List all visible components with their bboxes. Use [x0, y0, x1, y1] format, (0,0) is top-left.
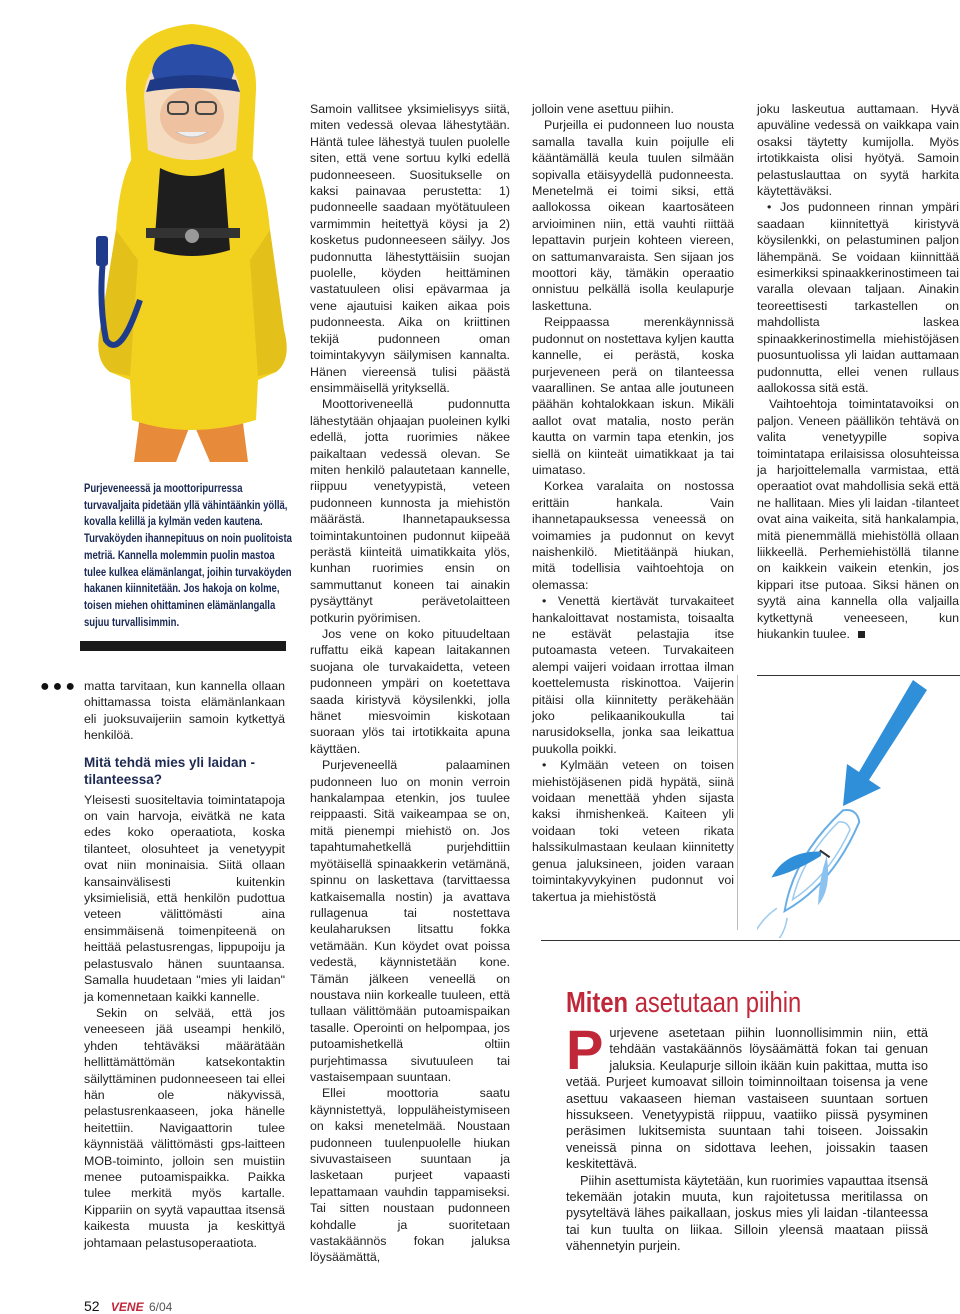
page-footer	[84, 1298, 172, 1314]
column-3	[532, 101, 734, 905]
hove-to-diagram	[757, 676, 960, 938]
box-divider-rule	[541, 940, 960, 941]
box-paragraph-2: Piihin asettumista käytetään, kun ruorimies vapauttaa itsensä tekemään jotakin muuta, kun rajoitetussa meritilassa on pysyteltävä lähes paikallaan, joskus mies yli laidan -tilanteessa tai kun tuulta on liikaa. Silloin yleensä maataan piissä vähennetyin purjein.	[566, 1172, 928, 1254]
issue-number: 6/04	[148, 1300, 173, 1314]
photo-caption: Purjeveneessä ja moottoripurressa turvavaljaita pidetään yllä vähintäänkin yöllä, kovalla kelillä ja kylmän veden kautena. Turvaköyden ihannepituus on noin puolitoista metriä. Kannella molemmin puolin mastoa tulee kulkea elämänlangat, joihin turvaköyden hakanen kiinnitetään. Jos hakoja on kolme, toisen miehen ohittaminen elämänlangalla sujuu turvallisimmin.	[84, 481, 292, 629]
col4-paragraph-2-text: Vaihtoehtoja toimintatavoiksi on paljon. Veneen päällikön tehtävä on valita venetyypille sopiva toimintatapa erilaisissa olosuhteissa ja harjoittelemalla varmistaa, että operaatiot ovat mahdollisia sekä että ne hallitaan. Mies yli laidan -tilanteet ovat aina vaikeita, sitä hankalampia, mitä pienemmällä miehistöllä ollaan liikkeellä. Perhemiehistöllä tilanne on kaikkein vaikein etenkin, jos kippari itse putoaa. Siksi hänen on syytä aina kannella olla valjailla kytkettynä veneeseen, kun hiukankin tuulee.	[757, 397, 959, 641]
column-1	[84, 678, 285, 1251]
col3-paragraph-3: Reippaassa merenkäynnissä pudonnut on nostettava kyljen kautta kannelle, ei perästä, koska purjeveneen perä on tilanteessa vaarallinen. Se antaa alle joutuneen päähän kohtalokkaan iskun. Mikäli aallot ovat matalia, nosto perän kautta on varmin tapa etenkin, jos siellä on kiinteät uimatikkaat ja tai uimataso.	[532, 315, 734, 477]
column-2	[310, 101, 510, 1266]
col3-paragraph-2: Purjeilla ei pudonneen luo nousta samalla tavalla kuin poijulle eli kääntämällä keula tuulen silmään sopivalla etäisyydellä pudonneesta. Menetelmä ei toimi siksi, että aallokossa oikean kaartosäteen arvioiminen niin, että vauhti riittää lepattavin purjein kohteen viereen, on sattumanvaraista. Sen sijaan jos moottori käy, tämäkin operaatio onnistuu pelkällä isolla keulapurje laskettuna.	[532, 118, 734, 313]
col2-paragraph-1: Samoin vallitsee yksimielisyys siitä, miten vedessä olevaa lähestytään. Häntä tulee lähestyä tuulen puolelle siten, että vene sortuu kylki edellä pudonneeseen. Suositukselle on kaksi painavaa perustetta: 1) pudonneelle saadaan myötätuuleen varmimmin heitettyä köysi ja 2) kosketus pudonneeseen säilyy. Jos pudonnutta lähestyttäisiin suojan puolelle, köyden heittäminen vastatuuleen olisi epävarmaa ja vene ajautuisi kaiken aikaa pois pudonneesta. Aika on kriittinen tekijä pudonneen oman toimintakyvyn säilymisen kannalta. Hänen viereensä tulisi päästä ensimmäisellä yrityksellä.	[310, 102, 510, 395]
box-text	[566, 1018, 928, 1255]
column-4	[757, 101, 959, 642]
col1-paragraph-2: Sekin on selvää, että jos veneeseen jää useampi henkilö, yhden tehtäväksi määrätään hellittämättömän katsekontaktin säilyttäminen pudonneeseen tai ellei hän ole näkyvissä, pelastusrenkaaseen, joka hänelle heitettiin. Navigaattorin tulee käynnistää välittömästi gps-laitteen MOB-toiminto, jolloin sen muistiin menee putoamispaikka. Paikka tulee merkitä myös kartalle. Kippariin on syytä vapauttaa itsensä kaikesta muusta ja keskittyä johtamaan pelastusoperaatiota.	[84, 1005, 285, 1250]
col4-paragraph-1: joku laskeutua auttamaan. Hyvä apuväline vedessä on vaikkapa vain osaksi täytetty kumijolla. Myös irtotikkaista olisi hyötyä. Samoin pelastuslauttaa on syytä harkita käytettäväksi.	[757, 102, 959, 199]
box-paragraph-1-text: urjevene asetetaan piihin luonnollisimmin niin, että tehdään vastakäännös löysäämättä fokan tai genuan jaluksia. Keulapurje silloin ikään kuin pakittaa, mutta iso vetää. Purjeet kumoavat silloin toiminnoiltaan toisensa ja vene asettuu vakaaseen hieman vastaiseen suuntaan sortuen hissukseen. Venetyypistä riippuu, vaatiiko piissä pysyminen peräsimen lukitsemista suuntaan tahi toiseen. Joissakin veneissä pinna on sidottava leehen, joissakin taasen keskitettävä.	[566, 1025, 928, 1172]
col1-paragraph-1: Yleisesti suositeltavia toimintatapoja on vain harvoja, eivätkä ne kata edes koko operaatiota, koska tilanteet, olosuhteet ja venetyypit ovat niin moninaisia. Siitä ollaan kansainvälisesti kuitenkin yksimielisiä, että henkilön pudottua veteen välittömästi aina ensimmäisenä toimenpiteenä on heittää pelastusrengas, lippupoiju ja pelastusvalo hänen suuntaansa. Samalla huudetaan "mies yli laidan" ja komennetaan kaikki kannelle.	[84, 792, 285, 1004]
continuation-dots: ●●●	[40, 678, 78, 695]
col1-intro: matta tarvitaan, kun kannella ollaan ohittamassa toista elämänlankaan eli juoksuvaijeriin samoin kytkettyä henkilöä.	[84, 679, 285, 743]
col4-bullet-1: • Jos pudonneen rinnan ympäri saadaan kiinnitettyä kiristyvä köysilenkki, on pelastuminen paljon lähempänä. Se voidaan kiinnittää esimerkiksi spinaakkerinostimeen tai varalla olevaan taljaan. Ainakin teoreettisesti tarkastellen on mahdollista laskea spinaakkerinostimella miehistöjäsen puosuntuolissa yli laidan auttamaan pudonnutta, ellei venen rullaus aallokossa sitä estä.	[757, 200, 959, 395]
page-number: 52	[84, 1298, 100, 1314]
col2-paragraph-5: Ellei moottoria saatu käynnistettyä, loppuläheistymiseen on kaksi menetelmää. Noustaan pudonneen tuulenpuolelle hiukan sivuvastaiseen suuntaan ja lasketaan purjeet vapaasti lepattamaan vauhdin tappamiseksi. Tai sitten noustaan pudonneen kohdalle ja suoritetaan vastakäännös fokan jaluksa löysäämättä,	[310, 1086, 510, 1265]
box-vertical-rule	[737, 675, 738, 930]
col2-paragraph-3: Jos vene on koko pituudeltaan ruffattu eikä kapean laitakannen suojana ole turvakaidetta, veteen pudonneen ympäri on koetettava saada kiristyvä köysilenkki, jolla hänet miesvoimin kiskotaan suoraan ylös tai irtotikkaita apuna käyttäen.	[310, 627, 510, 756]
col2-paragraph-4: Purjeveneellä palaaminen pudonneen luo on monin verroin hankalampaa etenkin, jos tuulee reippaasti. Sitä vaikeampaa se on, mitä pienempi miehistö on. Jos tapahtumahetkellä purjehdittiin myötäisellä spinaakkerin vetämänä, spinnu on laskettava (tarvittaessa katkaisemalla nostin) ja avattava rullagenua tai nostettava keulaharuksen litsattu fokka vetämään. Kun köydet ovat poissa vedestä, käynnistetään kone. Tämän jälkeen veneellä on noustava niin korkealle tuuleen, että tullaan välittömään putoamispaikan tasalle. Operointi on helpompaa, jos putoamishetkellä oltiin purjehtimassa sivutuuleen tai vastaisempaan suuntaan.	[310, 758, 510, 1084]
drop-cap: P	[566, 1018, 604, 1081]
section-heading: Mitä tehdä mies yli laidan -tilanteessa?	[84, 754, 256, 787]
col4-paragraph-2	[757, 396, 959, 642]
col3-bullet-2: • Kylmään veteen on toisen miehistöjäsenen pidä hypätä, siinä voidaan menettää yhden sijasta kaksi ihmishenkeä. Kaiteen yli voidaan toki veteen rikata halssikulmastaan keulaan kiinnitetty genua jaluksineen, joiden varaan toimintakyvykyinen pudonnut voi takertua ja miehistöstä	[532, 758, 734, 904]
box-title-rest: asetutaan piihin	[628, 987, 802, 1019]
col2-paragraph-2: Moottoriveneellä pudonnutta lähestytään ohjaajan puoleinen kylki edellä, jotta ruorimies näkee paikaltaan vedessä olevan. Se miten henkilö palautetaan kannelle, riippuu venetyypistä, veteen pudonneen kunnosta ja miehistön määrästä. Ihannetapauksessa toimintakuntoinen pudonnut kiipeää perästä kiinteitä uimatikkaita ylös, kunhan ruorimies ensin on sammuttanut koneen tai ainakin pysäyttänyt perävetolaitteen potkurin pyörimisen.	[310, 397, 510, 625]
box-title-bold: Miten	[566, 987, 629, 1019]
col3-paragraph-4: Korkea varalaita on nostossa erittäin hankala. Vain ihannetapauksessa veneessä on voimamies ja pudonnut on kevyt naishenkilö. Mietitäänpä hiukan, mitä todellisia vaihtoehtoja on olemassa:	[532, 479, 734, 592]
col3-paragraph-1: jolloin vene asettuu piihin.	[532, 102, 674, 116]
magazine-name: VENE	[110, 1300, 144, 1314]
wind-arrow-icon	[843, 680, 927, 806]
end-of-article-mark	[858, 631, 865, 638]
sailboat-icon	[757, 795, 874, 938]
caption-rule	[80, 641, 286, 651]
box-paragraph-1	[566, 1018, 928, 1173]
col3-bullet-1: • Venettä kiertävät turvakaiteet hankaloittavat nostamista, toisaalta ne estävät pelastajia itse putoamasta veteen. Turvakaiteen alempi vaijeri voidaan irrottaa ilman koettelemusta riskinottoa. Vaijerin pitäisi olla kiinnitetty peräkehään joko pelikaanikoukulla tai narusidoksella, jonka saa leikattua puukolla poikki.	[532, 594, 734, 756]
box-title	[566, 986, 801, 1020]
photo-man-in-foul-weather-gear	[80, 0, 302, 462]
